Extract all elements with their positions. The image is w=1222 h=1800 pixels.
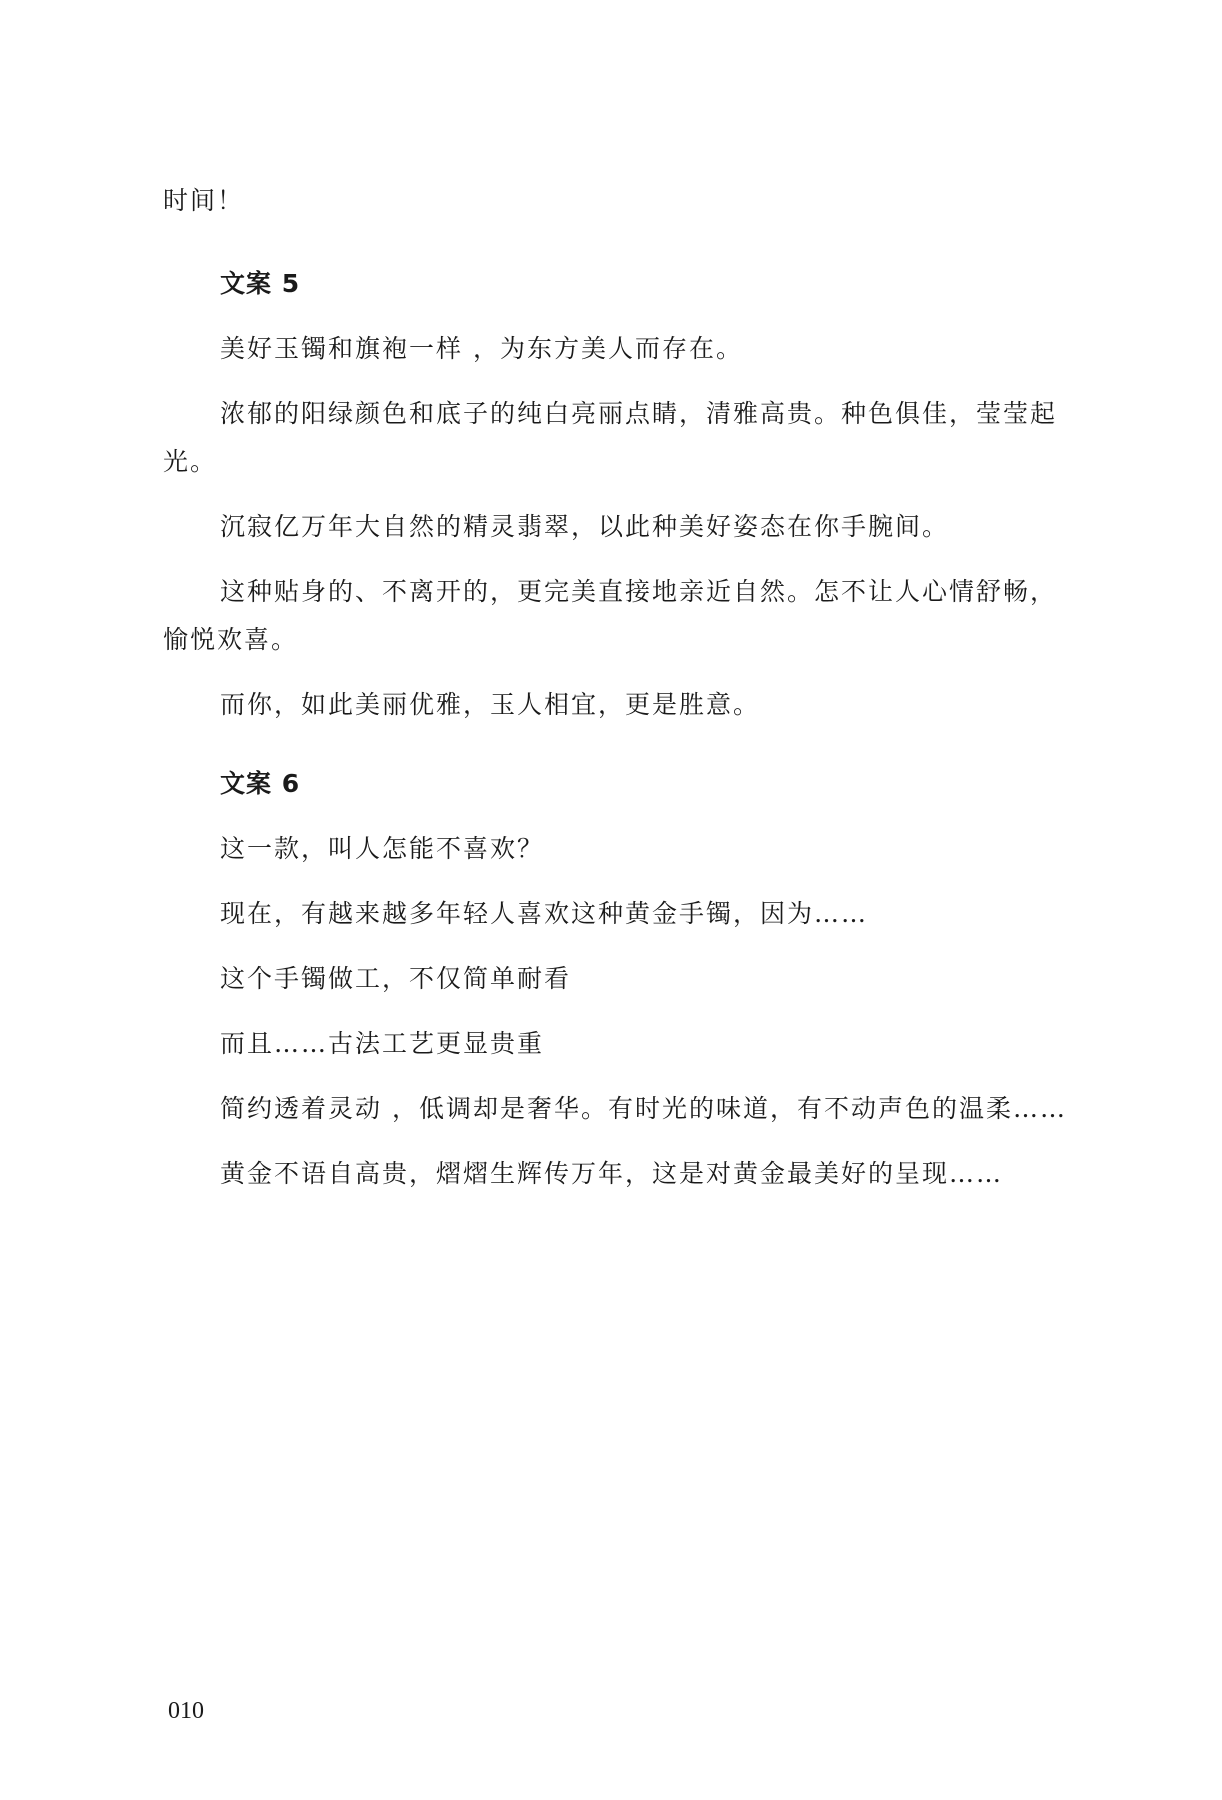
paragraph-line: 黄金不语自高贵，熠熠生辉传万年，这是对黄金最美好的呈现…… xyxy=(220,1159,1004,1188)
section-heading-5: 文案 5 xyxy=(220,269,301,298)
paragraph-line: 愉悦欢喜。 xyxy=(163,625,299,654)
paragraph-line: 光。 xyxy=(163,447,218,476)
paragraph-line: 这种贴身的、不离开的，更完美直接地亲近自然。怎不让人心情舒畅， xyxy=(220,577,1058,606)
paragraph-line: 而你，如此美丽优雅，玉人相宜，更是胜意。 xyxy=(220,690,761,719)
paragraph-line: 浓郁的阳绿颜色和底子的纯白亮丽点睛，清雅高贵。种色俱佳，莹莹起 xyxy=(220,399,1058,428)
paragraph-line: 现在，有越来越多年轻人喜欢这种黄金手镯，因为…… xyxy=(220,899,869,928)
continuation-text: 时间！ xyxy=(163,186,245,215)
paragraph-line: 沉寂亿万年大自然的精灵翡翠，以此种美好姿态在你手腕间。 xyxy=(220,512,950,541)
paragraph-line: 美好玉镯和旗袍一样 ，为东方美人而存在。 xyxy=(220,334,743,363)
paragraph-line: 简约透着灵动 ，低调却是奢华。有时光的味道，有不动声色的温柔…… xyxy=(220,1094,1067,1123)
paragraph-line: 这一款，叫人怎能不喜欢？ xyxy=(220,834,545,863)
paragraph-line: 这个手镯做工，不仅简单耐看 xyxy=(220,964,572,993)
paragraph-line: 而且……古法工艺更显贵重 xyxy=(220,1029,545,1058)
section-heading-6: 文案 6 xyxy=(220,769,301,798)
page-number: 010 xyxy=(168,1698,204,1724)
